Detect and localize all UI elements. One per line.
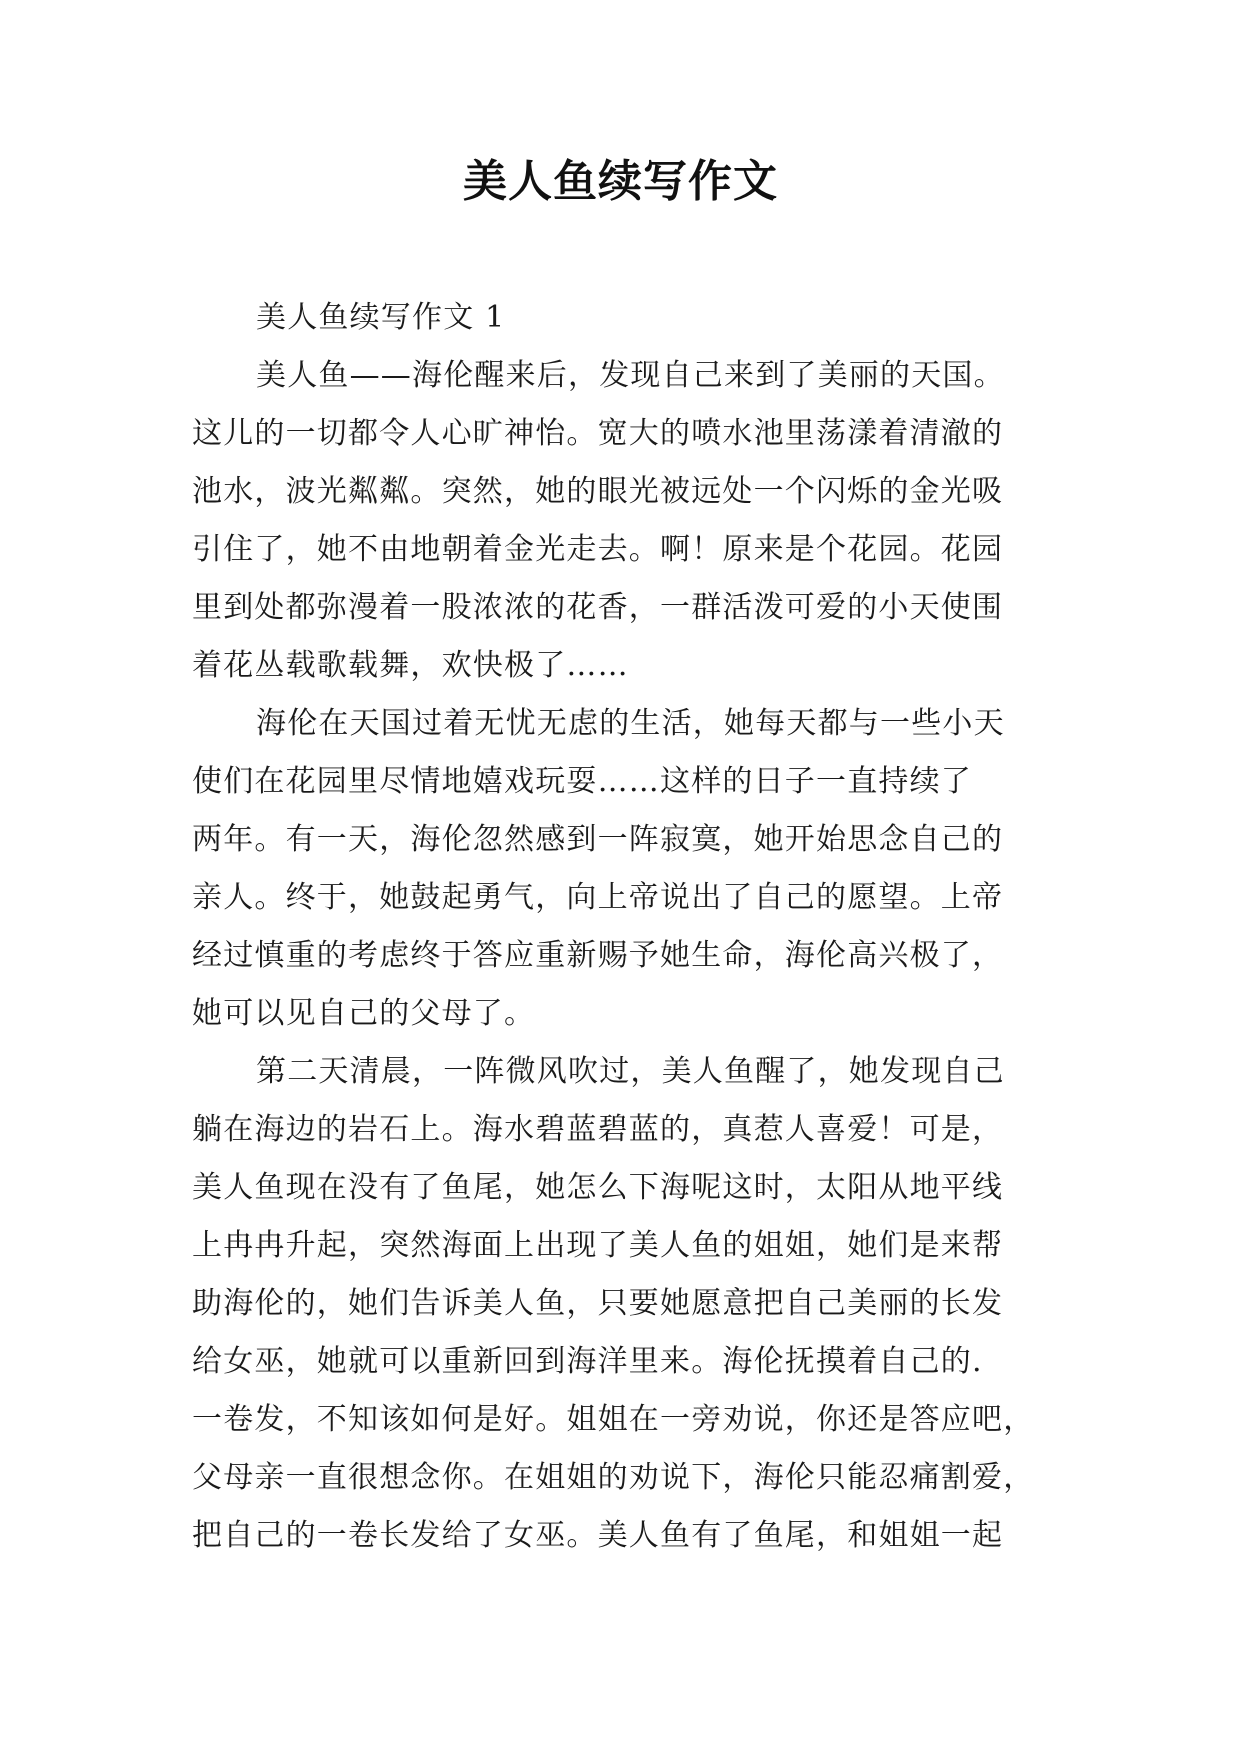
text-line: 一卷发，不知该如何是好。姐姐在一旁劝说，你还是答应吧， xyxy=(192,1402,1035,1437)
text-line: 经过慎重的考虑终于答应重新赐予她生命，海伦高兴极了， xyxy=(192,938,1004,973)
text-line: 美人鱼——海伦醒来后，发现自己来到了美丽的天国。 xyxy=(256,358,1005,393)
text-line: 上冉冉升起，突然海面上出现了美人鱼的姐姐，她们是来帮 xyxy=(192,1228,1004,1263)
text-line: 第二天清晨，一阵微风吹过，美人鱼醒了，她发现自己 xyxy=(256,1054,1005,1089)
text-line: 两年。有一天，海伦忽然感到一阵寂寞，她开始思念自己的 xyxy=(192,822,1004,857)
text-line: 里到处都弥漫着一股浓浓的花香，一群活泼可爱的小天使围 xyxy=(192,590,1004,625)
text-line: 给女巫，她就可以重新回到海洋里来。海伦抚摸着自己的. xyxy=(192,1344,983,1379)
text-line: 引住了，她不由地朝着金光走去。啊！原来是个花园。花园 xyxy=(192,532,1004,567)
text-line: 父母亲一直很想念你。在姐姐的劝说下，海伦只能忍痛割爱， xyxy=(192,1460,1035,1495)
text-line: 助海伦的，她们告诉美人鱼，只要她愿意把自己美丽的长发 xyxy=(192,1286,1004,1321)
document-title: 美人鱼续写作文 xyxy=(463,156,778,207)
text-line: 把自己的一卷长发给了女巫。美人鱼有了鱼尾，和姐姐一起 xyxy=(192,1518,1004,1553)
text-line: 使们在花园里尽情地嬉戏玩耍……这样的日子一直持续了 xyxy=(192,764,972,799)
text-line: 美人鱼现在没有了鱼尾，她怎么下海呢这时，太阳从地平线 xyxy=(192,1170,1004,1205)
document-body xyxy=(192,289,1072,1565)
section-heading: 美人鱼续写作文 1 xyxy=(256,300,506,335)
text-line: 躺在海边的岩石上。海水碧蓝碧蓝的，真惹人喜爱！可是， xyxy=(192,1112,1004,1147)
text-line: 着花丛载歌载舞，欢快极了…… xyxy=(192,648,629,683)
text-line: 池水，波光粼粼。突然，她的眼光被远处一个闪烁的金光吸 xyxy=(192,474,1004,509)
text-line: 海伦在天国过着无忧无虑的生活，她每天都与一些小天 xyxy=(256,706,1005,741)
text-line: 她可以见自己的父母了。 xyxy=(192,996,536,1031)
text-line: 亲人。终于，她鼓起勇气，向上帝说出了自己的愿望。上帝 xyxy=(192,880,1004,915)
text-line: 这儿的一切都令人心旷神怡。宽大的喷水池里荡漾着清澈的 xyxy=(192,416,1004,451)
